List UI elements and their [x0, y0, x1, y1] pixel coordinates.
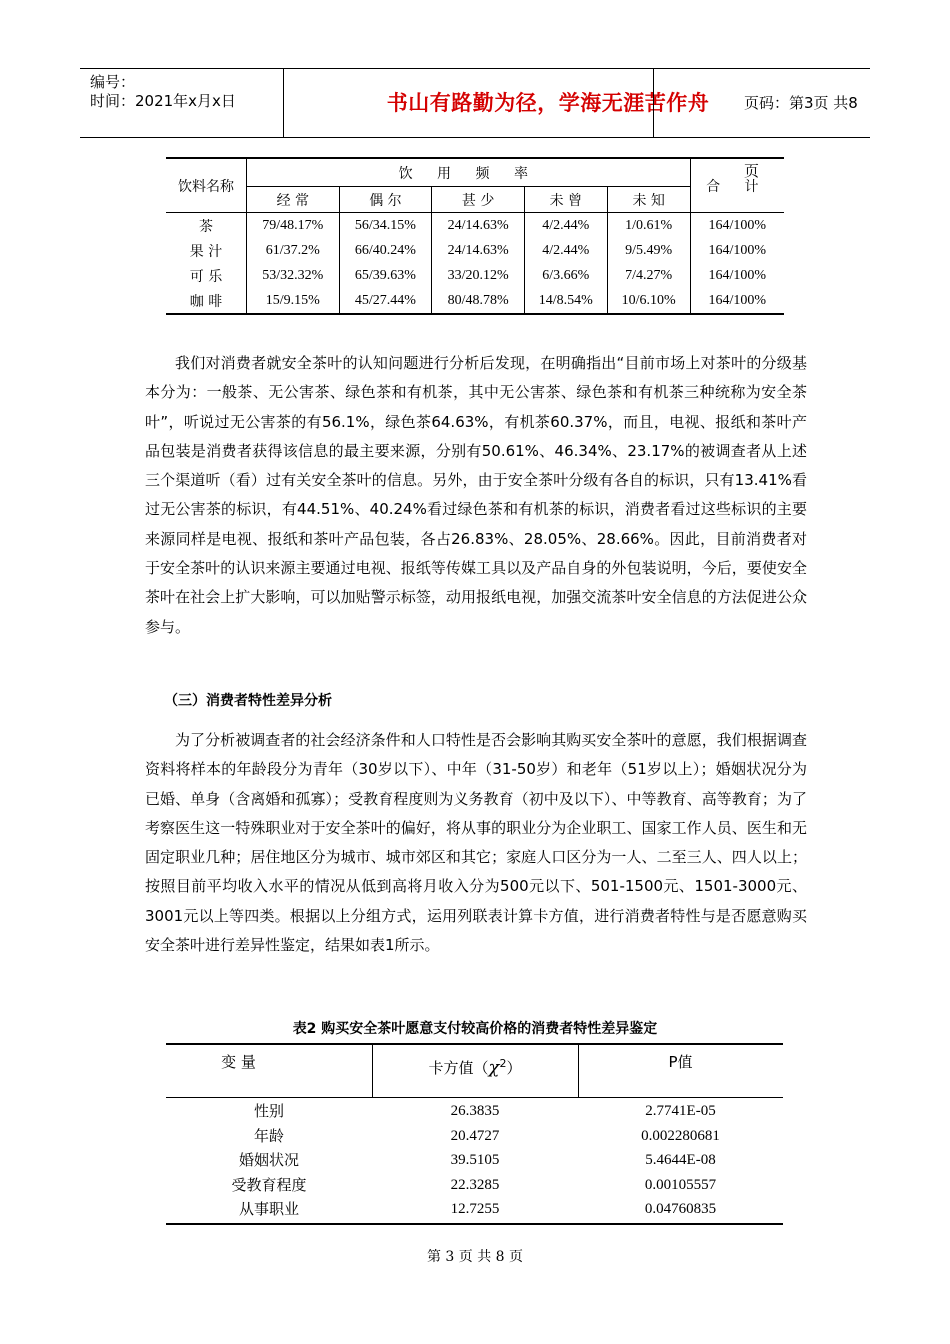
- table-cell-total: 164/100%: [708, 217, 767, 233]
- header-divider: [653, 69, 654, 137]
- page-footer: 第 3 页 共 8 页: [426, 1249, 524, 1265]
- table-cell: 4/2.44%: [524, 238, 607, 263]
- table-cell: 14/8.54%: [524, 288, 607, 314]
- chi-symbol: χ: [488, 1057, 500, 1078]
- chi-superscript: 2: [499, 1057, 507, 1070]
- table-cell-total: 164/100%: [690, 288, 784, 314]
- paragraph-text: 我们对消费者就安全茶叶的认知问题进行分析后发现，在明确指出“目前市场上对茶叶的分级基本分为：一般茶、无公害茶、绿色茶和有机茶，其中无公害茶、绿色茶和有机茶三种统称为安全茶叶”，听说过无公害茶的有56.1%，绿色茶64.63%，有机茶60.37%，而且，电视、报纸和茶叶产品包装是消费者获得该信息的最主要来源，分别有50.61%、46.34%、23.17%的被调查者从上述三个渠道听（看）过有关安全茶叶的信息。另外，由于安全茶叶分级有各自的标识，只有13.41%看过无公害茶的标识，有44.51%、40.24%看过绿色茶和有机茶的标识，消费者看过这些标识的主要来源同样是电视、报纸和茶叶产品包装，各占26.83%、28.05%、28.66%。因此，目前消费者对于安全茶叶的认识来源主要通过电视、报纸等传媒工具以及产品自身的外包装说明，今后，要使安全茶叶在社会上扩大影响，可以加贴警示标签，动用报纸电视，加强交流茶叶安全信息的方法促进公众参与。: [145, 354, 807, 636]
- header-divider: [283, 69, 284, 137]
- col-header-variable: 变 量: [221, 1053, 256, 1071]
- variable-name: 婚姻状况: [238, 1151, 299, 1169]
- table-cell: 66/40.24%: [339, 238, 432, 263]
- body-paragraph-1: [145, 349, 807, 642]
- table-cell-total: 164/100%: [708, 267, 767, 283]
- table-cell: 24/14.63%: [432, 238, 525, 263]
- table-header-row: [166, 158, 784, 187]
- row-label: 可 乐: [166, 263, 247, 288]
- header-page-label: 页码：第3页 共8页: [744, 94, 858, 180]
- table-cell: 33/20.12%: [432, 263, 525, 288]
- variable-name: 从事职业: [238, 1200, 299, 1218]
- variable-name: 性别: [253, 1102, 284, 1120]
- header-motto: 书山有路勤为径，学海无涯苦作舟: [386, 91, 710, 115]
- table2-caption: 表2 购买安全茶叶愿意支付较高价格的消费者特性差异鉴定: [292, 1021, 658, 1037]
- table-row: [166, 263, 784, 288]
- col-header-chi-square: [372, 1057, 578, 1078]
- table-row: [166, 1124, 783, 1149]
- col-header-sometimes: 偶 尔: [339, 187, 432, 213]
- table-cell: 56/34.15%: [339, 213, 432, 239]
- table-cell: 4/2.44%: [524, 213, 607, 239]
- beverage-frequency-table: [166, 157, 784, 315]
- table-cell: 53/32.32%: [247, 263, 340, 288]
- table-row: [166, 1148, 783, 1173]
- table-cell: 80/48.78%: [432, 288, 525, 314]
- p-value: 5.4644E-08: [645, 1152, 716, 1168]
- col-header-unknown: 未 知: [607, 187, 690, 213]
- section-heading: （三）消费者特性差异分析: [164, 693, 332, 709]
- body-paragraph-2: [145, 726, 807, 960]
- row-label: 咖 啡: [166, 288, 247, 314]
- table-row: [166, 1173, 783, 1198]
- table-row: [166, 238, 784, 263]
- chi-value: 39.5105: [450, 1152, 500, 1168]
- col-header-never: 未 曾: [524, 187, 607, 213]
- chi-label-prefix: 卡方值（: [428, 1059, 489, 1077]
- doc-number-label: 编号：: [90, 73, 136, 91]
- paragraph-text: 为了分析被调查者的社会经济条件和人口特性是否会影响其购买安全茶叶的意愿，我们根据调查资料将样本的年龄段分为青年（30岁以下）、中年（31-50岁）和老年（51岁以上）；婚姻状况分为已婚、单身（含离婚和孤寡）；受教育程度则为义务教育（初中及以下）、中等教育、高等教育；为了考察医生这一特殊职业对于安全茶叶的偏好，将从事的职业分为企业职工、国家工作人员、医生和无固定职业几种；居住地区分为城市、城市郊区和其它；家庭人口区分为一人、二至三人、四人以上；按照目前平均收入水平的情况从低到高将月收入分为500元以下、501-1500元、1501-3000元、3001元以上等四类。根据以上分组方式，运用列联表计算卡方值，进行消费者特性与是否愿意购买安全茶叶进行差异性鉴定，结果如表1所示。: [145, 731, 807, 955]
- chi-label-suffix: ）: [506, 1059, 522, 1077]
- table-cell: 79/48.17%: [247, 213, 340, 239]
- col-header-beverage: 饮料名称: [166, 158, 247, 213]
- table-row: [166, 288, 784, 314]
- p-value: 0.002280681: [641, 1127, 720, 1144]
- col-header-rarely: 甚 少: [432, 187, 525, 213]
- table-cell: 45/27.44%: [339, 288, 432, 314]
- col-header-often: 经 常: [247, 187, 340, 213]
- p-value: 0.04760835: [644, 1201, 717, 1217]
- p-value: 2.7741E-05: [645, 1103, 716, 1119]
- chi-value: 20.4727: [450, 1127, 500, 1144]
- p-value: 0.00105557: [644, 1176, 717, 1193]
- table-row: [166, 213, 784, 239]
- table-header-row: [166, 1045, 783, 1098]
- table-cell: 24/14.63%: [432, 213, 525, 239]
- table-cell: 1/0.61%: [607, 213, 690, 239]
- row-label: 茶: [166, 213, 247, 239]
- table-cell: 7/4.27%: [607, 263, 690, 288]
- table-cell: 15/9.15%: [247, 288, 340, 314]
- table-cell: 65/39.63%: [339, 263, 432, 288]
- table-cell-total: 164/100%: [708, 242, 767, 258]
- variable-name: 年龄: [253, 1126, 284, 1145]
- chi-value: 12.7255: [450, 1201, 500, 1217]
- table-cell: 61/37.2%: [247, 238, 340, 263]
- col-header-frequency: 饮 用 频 率: [247, 158, 691, 187]
- table-cell: 6/3.66%: [524, 263, 607, 288]
- header-meta: [90, 73, 236, 111]
- row-label: 果 汁: [166, 238, 247, 263]
- table-cell: 10/6.10%: [607, 288, 690, 314]
- variable-name: 受教育程度: [231, 1175, 307, 1194]
- chi-value: 22.3285: [450, 1176, 500, 1193]
- col-header-p-value: P值: [668, 1053, 693, 1071]
- doc-date-label: 时间：2021年x月x日: [90, 92, 236, 110]
- chi-value: 26.3835: [450, 1103, 500, 1119]
- table-cell: 9/5.49%: [607, 238, 690, 263]
- col-header-total: 合 计: [690, 158, 784, 213]
- table-row: [166, 1099, 783, 1124]
- table-row: [166, 1197, 783, 1222]
- chi-square-table: [166, 1043, 783, 1225]
